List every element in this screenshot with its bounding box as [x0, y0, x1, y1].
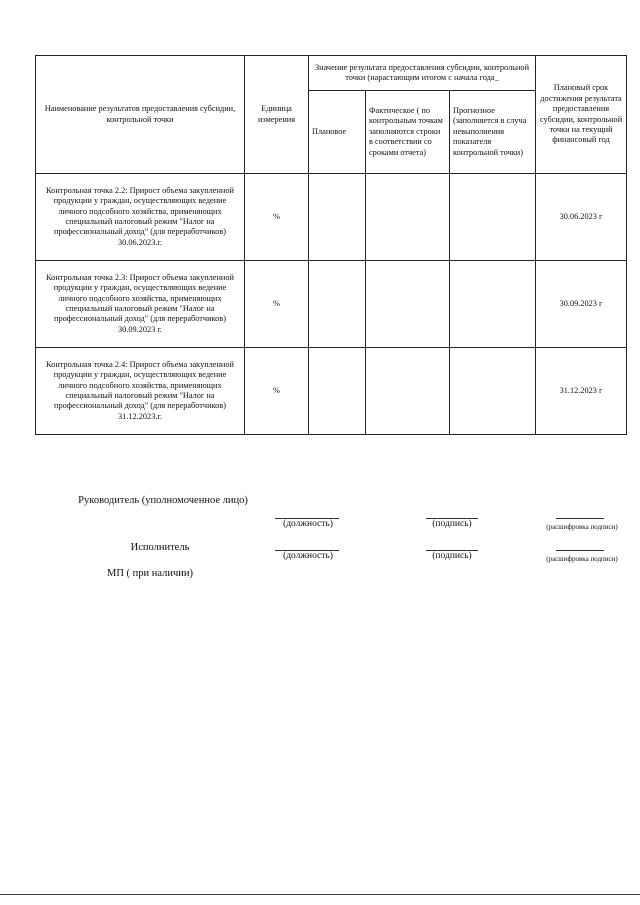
- row-forecast: [450, 174, 536, 261]
- row-name: Контрольная точка 2.4: Прирост объема закупленной продукции у граждан, осуществляющих ведение личного подсобного хозяйства, применяющих специальный налоговый режим "Налог на профессиональный доход" (для переработчиков) 31.12.2023.г.: [36, 348, 245, 435]
- row-actual: [366, 348, 450, 435]
- row-forecast: [450, 348, 536, 435]
- decoding-caption-executor: (расшифровка подписи): [546, 555, 618, 563]
- row-deadline: 30.09.2023 г: [536, 261, 627, 348]
- row-name: Контрольная точка 2.2: Прирост объема закупленной продукции у граждан, осуществляющих ведение личного подсобного хозяйства, применяющих специальный налоговый режим "Налог на профессиональный доход" (для переработчиков) 30.06.2023.г.: [36, 174, 245, 261]
- page-bottom-rule: [0, 894, 640, 895]
- header-row-top: [36, 56, 627, 91]
- header-actual: Фактическое ( по контрольным точкам заполняются строки в соответствии со сроками отчета): [366, 91, 450, 174]
- row-deadline: 30.06.2023 г: [536, 174, 627, 261]
- row-planned: [309, 174, 366, 261]
- decoding-caption-head: (расшифровка подписи): [546, 523, 618, 531]
- row-name: Контрольная точка 2.3: Прирост объема закупленной продукции у граждан, осуществляющих ведение личного подсобного хозяйства, применяющих специальный налоговый режим "Налог на профессиональный доход" (для переработчиков) 30.09.2023 г.: [36, 261, 245, 348]
- position-caption-head: (должность): [283, 519, 333, 529]
- head-label: Руководитель (уполномоченное лицо): [78, 495, 248, 506]
- row-actual: [366, 261, 450, 348]
- stamp-label: МП ( при наличии): [106, 568, 194, 579]
- signature-caption-executor: (подпись): [432, 551, 472, 561]
- position-caption-executor: (должность): [283, 551, 333, 561]
- row-actual: [366, 174, 450, 261]
- row-forecast: [450, 261, 536, 348]
- table-row: [36, 348, 627, 435]
- row-deadline: 31.12.2023 г: [536, 348, 627, 435]
- decoding-line-head: [556, 518, 604, 519]
- executor-label: Исполнитель: [130, 542, 190, 553]
- table-row: [36, 174, 627, 261]
- header-forecast: Прогнозное (заполняется в случа невыполнения показателя контрольной точки): [450, 91, 536, 174]
- row-planned: [309, 261, 366, 348]
- header-unit: Единица измерения: [245, 56, 309, 174]
- row-unit: %: [245, 261, 309, 348]
- header-value-group: Значение результата предоставления субсидии, контрольной точки (нарастающим итогом с начала года_: [309, 56, 536, 91]
- header-deadline: Плановый срок достижения результата предоставления субсидии, контрольной точки на текущий финансовый год: [536, 56, 627, 174]
- table-row: [36, 261, 627, 348]
- decoding-line-executor: [556, 550, 604, 551]
- header-name: Наименование результатов предоставления субсидии, контрольной точки: [36, 56, 245, 174]
- signature-caption-head: (подпись): [432, 519, 472, 529]
- row-unit: %: [245, 174, 309, 261]
- row-unit: %: [245, 348, 309, 435]
- results-table: [35, 55, 627, 435]
- header-planned: Плановое: [309, 91, 366, 174]
- row-planned: [309, 348, 366, 435]
